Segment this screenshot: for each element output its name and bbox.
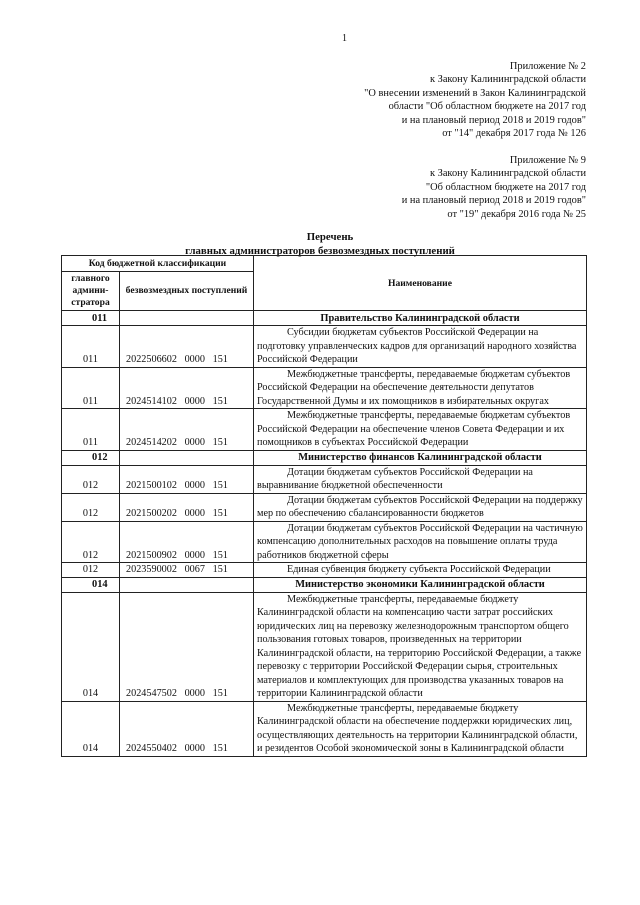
revenue-name-text: Дотации бюджетам субъектов Российской Федерации на выравнивание бюджетной обеспеченности [257, 466, 533, 491]
admin-code: 012 [62, 493, 120, 521]
revenue-code: 2021500902 0000 151 [120, 521, 254, 563]
header-admin: главного админи-стратора [62, 272, 120, 311]
org-name: Министерство экономики Калининградской области [254, 577, 587, 592]
admin-code: 011 [62, 409, 120, 451]
page-number: 1 [342, 33, 347, 44]
revenue-code: 2022506602 0000 151 [120, 326, 254, 368]
revenue-code: 2021500202 0000 151 [120, 493, 254, 521]
revenue-name-text: Межбюджетные трансферты, передаваемые бюджетам субъектов Российской Федерации на обеспечение деятельности депутатов Государственной Думы и их помощников в избирательных округах [257, 368, 571, 407]
appendix-line: к Закону Калининградской области [429, 74, 586, 86]
revenue-name-text: Дотации бюджетам субъектов Российской Федерации на поддержку мер по обеспечению сбалансированности бюджетов [257, 494, 583, 519]
appendix-9-header [402, 154, 586, 221]
org-code: 012 [62, 450, 120, 465]
appendix-2-header [364, 60, 586, 140]
revenue-name [254, 701, 587, 756]
revenue-name-text: Межбюджетные трансферты, передаваемые бюджету Калининградской области на обеспечение поддержки юридических лиц, осуществляющих деятельность на территории Калининградской области, и резидентов Особой экономической зоны в Калининградской области [257, 702, 578, 754]
revenue-name-text: Межбюджетные трансферты, передаваемые бюджетам субъектов Российской Федерации на обеспечение членов Совета Федерации и их помощников в субъектах Российской Федерации [257, 410, 571, 448]
table-row [62, 493, 587, 521]
appendix-line: Приложение № 9 [509, 155, 586, 166]
revenue-name-text: Межбюджетные трансферты, передаваемые бюджету Калининградской области на компенсацию части затрат российских юридических лиц на перевозку железнодорожным транспортом общего пользования готовых товаров, произведенных на территории Калининградской области, на территорию Российской Федерации, а также перевозку с территории Российской Федерации сырья, строительных материалов и комплектующих для производства указанных товаров на территории Калининградской области [257, 593, 582, 699]
revenue-code: 2024547502 0000 151 [120, 592, 254, 701]
admin-code: 011 [62, 326, 120, 368]
appendix-line: к Закону Калининградской области [429, 168, 586, 180]
revenue-name [254, 592, 587, 701]
appendix-line: от "19" декабря 2016 года № 25 [447, 208, 586, 220]
org-row [62, 311, 587, 326]
header-code-group: Код бюджетной классификации [62, 256, 254, 272]
document-subtitle: главных администраторов безвозмездных поступлений [185, 245, 455, 257]
appendix-line: и на плановый период 2018 и 2019 годов" [401, 195, 586, 207]
appendix-line: области "Об областном бюджете на 2017 год [388, 101, 586, 113]
revenue-name-text: Единая субвенция бюджету субъекта Российской Федерации [287, 564, 551, 575]
admin-code: 014 [62, 592, 120, 701]
administrators-table [61, 255, 587, 757]
org-code: 011 [62, 311, 120, 326]
revenue-name [254, 563, 587, 578]
revenue-code: 2021500102 0000 151 [120, 465, 254, 493]
revenue-name [254, 367, 587, 409]
table-row [62, 563, 587, 578]
header-revenue: безвозмездных поступлений [120, 272, 254, 311]
table-row [62, 592, 587, 701]
table-row [62, 701, 587, 756]
revenue-name-text: Дотации бюджетам субъектов Российской Федерации на частичную компенсацию дополнительных расходов на повышение оплаты труда работников бюджетной сферы [257, 522, 583, 561]
document-title: Перечень [306, 231, 354, 243]
header-name: Наименование [254, 256, 587, 311]
appendix-line: "Об областном бюджете на 2017 год [425, 181, 586, 193]
table-row [62, 521, 587, 563]
revenue-code: 2024514102 0000 151 [120, 367, 254, 409]
org-row [62, 577, 587, 592]
admin-code: 014 [62, 701, 120, 756]
org-row [62, 450, 587, 465]
admin-code: 012 [62, 521, 120, 563]
revenue-name [254, 521, 587, 563]
table-row [62, 367, 587, 409]
empty-cell [120, 577, 254, 592]
org-code: 014 [62, 577, 120, 592]
revenue-name-text: Субсидии бюджетам субъектов Российской Федерации на подготовку управленческих кадров для организаций народного хозяйства Российской Федерации [257, 327, 577, 365]
revenue-code: 2023590002 0067 151 [120, 563, 254, 578]
org-name: Министерство финансов Калининградской области [254, 450, 587, 465]
admin-code: 011 [62, 367, 120, 409]
appendix-line: "О внесении изменений в Закон Калининградской [364, 87, 586, 99]
empty-cell [120, 311, 254, 326]
appendix-line: и на плановый период 2018 и 2019 годов" [401, 114, 586, 126]
revenue-name [254, 326, 587, 368]
admin-code: 012 [62, 563, 120, 578]
empty-cell [120, 450, 254, 465]
admin-code: 012 [62, 465, 120, 493]
org-name: Правительство Калининградской области [254, 311, 587, 326]
table-row [62, 465, 587, 493]
table-row [62, 326, 587, 368]
revenue-name [254, 465, 587, 493]
table-row [62, 409, 587, 451]
appendix-line: Приложение № 2 [509, 61, 586, 72]
revenue-name [254, 409, 587, 451]
revenue-code: 2024514202 0000 151 [120, 409, 254, 451]
table-body [62, 311, 587, 757]
revenue-name [254, 493, 587, 521]
revenue-code: 2024550402 0000 151 [120, 701, 254, 756]
appendix-line: от "14" декабря 2017 года № 126 [442, 128, 586, 140]
